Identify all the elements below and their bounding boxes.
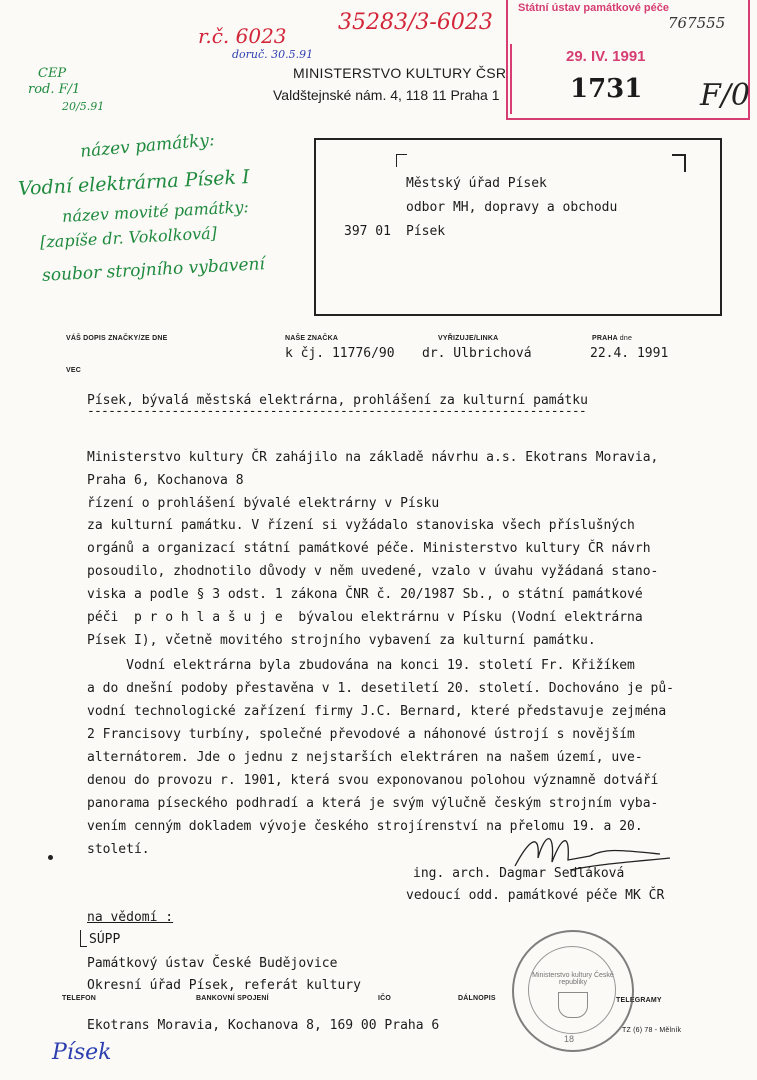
corner-mark-tr [672,154,686,172]
footer-print-code: TZ (6) 78 - Mělník [622,1027,682,1034]
cc-item: Památkový ústav České Budějovice [87,956,338,971]
handwritten-ref-top-center: 35283/3-6023 [338,10,493,35]
body-line: a do dnešní podoby přestavěna v 1. desetiletí 20. století. Dochováno je pů- [87,681,674,696]
cc-label: na vědomí : [87,910,174,925]
body-line: orgánů a organizací státní památkové péče. Ministerstvo kultury ČR návrh [87,541,651,556]
recipient-city: Písek [406,224,446,239]
signature-title: vedoucí odd. památkové péče MK ČR [406,888,665,903]
date-label [592,335,632,342]
handwritten-monument-name: Vodní elektrárna Písek I [17,165,251,201]
stamp-office: Státní ústav památkové péče [518,2,670,14]
body-line: viska a podle § 3 odst. 1 zákona ČNR č. 20/1987 Sb., o státní památkové [87,587,643,602]
stamp-registration-number: 1731 [570,74,643,104]
body-line: denou do provozu r. 1901, která svou exponovanou polohou významně dotváří [87,773,659,788]
footer-bank-label: BANKOVNÍ SPOJENÍ [196,995,269,1002]
stamp-date: 29. IV. 1991 [566,48,646,65]
body-line: za kulturní památku. V řízení si vyžádalo stanoviska všech příslušných [87,518,635,533]
body-line: panorama píseckého podhradí a která je svým výlučně českým strojním vyba- [87,796,659,811]
body-line: 2 Francisovy turbíny, společné převodové a náhonové ústrojí s novějším [87,727,635,742]
body-line: Vodní elektrárna byla zbudována na konci 19. století Fr. Křižíkem [87,658,635,673]
seal-number: 18 [564,1034,575,1044]
footer-ico-label: IČO [378,995,392,1002]
body-line: století. [87,842,150,857]
cc-item: Okresní úřad Písek, referát kultury [87,978,361,993]
footer-phone-label: TELEFON [62,995,97,1002]
footer-telex-label: DÁLNOPIS [458,995,496,1002]
official-seal [512,930,634,1052]
body-line: posoudilo, zhodnotilo důvody v něm uvedené, vzalo v úvahu vyžádaná stano- [87,564,659,579]
date-value: 22.4. 1991 [590,346,669,361]
ministry-name: MINISTERSTVO KULTURY ČSR [293,65,507,81]
handwritten-cep-2: rod. F/1 [28,82,81,97]
margin-dot [48,855,53,860]
footer-telegram-label: TELEGRAMY [616,997,662,1004]
body-line: Ministerstvo kultury ČR zahájilo na základě návrhu a.s. Ekotrans Moravia, [87,450,659,465]
recipient-line2: odbor MH, dopravy a obchodu [406,200,618,215]
date-label-city: PRAHA [592,335,618,342]
seal-emblem [558,992,588,1018]
body-line: Písek I), včetně movitého strojního vybavení za kulturní památku. [87,633,596,648]
seal-inner-ring [528,946,616,1034]
handwritten-cep-1: CEP [38,66,67,81]
handler-value: dr. Ulbrichová [422,346,532,361]
handwritten-equipment-note: soubor strojního vybavení [41,254,266,286]
subject-underline: ----------------------------------------------------------------------- [87,404,586,419]
corner-mark-tl [396,154,407,167]
recipient-line1: Městský úřad Písek [406,176,547,191]
signature-name: ing. arch. Dagmar Sedláková [413,866,625,881]
body-line: vodní technologické zařízení firmy J.C. Bernard, které představuje zejména [87,704,667,719]
handwritten-register-note: [zapíše dr. Vokolková] [39,223,218,252]
seal-text: Ministerstvo kultury České republiky [532,972,614,986]
our-ref-label: NAŠE ZNAČKA [285,335,339,342]
handwritten-corner-mark: F/0 [700,78,751,113]
recipient-address-box [314,138,722,316]
handwritten-movable-label: název movité památky: [61,197,250,226]
handwritten-cep-3: 20/5.91 [62,100,105,113]
body-line: alternátorem. Jde o jednu z nejstarších elektráren na našem území, uve- [87,750,643,765]
handwritten-delivered-note: doruč. 30.5.91 [232,48,314,61]
date-label-day: dne [619,335,633,342]
handwritten-bottom-note: Písek [52,1040,112,1065]
stamp-number-top: 767555 [668,14,726,32]
body-line: péči p r o h l a š u j e bývalou elektrárnu v Písku (Vodní elektrárna [87,610,643,625]
handwritten-name-label: název památky: [79,130,216,162]
subject-label: VEC [66,367,81,374]
your-letter-label: VÁŠ DOPIS ZNAČKY/ZE DNE [66,335,168,342]
cc-bracket [80,930,87,947]
our-ref-value: k čj. 11776/90 [285,346,395,361]
handwritten-ref-top-left: r.č. 6023 [198,24,287,48]
body-line: Praha 6, Kochanova 8 [87,473,244,488]
cc-item: SÚPP [89,932,121,947]
body-line: vením cenným dokladem vývoje českého strojírenství na přelomu 19. a 20. [87,819,643,834]
cc-item: Ekotrans Moravia, Kochanova 8, 169 00 Praha 6 [87,1018,440,1033]
body-line: řízení o prohlášení bývalé elektrárny v Písku [87,496,440,511]
subject-line: Písek, bývalá městská elektrárna, prohlášení za kulturní památku [87,393,588,408]
handler-label: VYŘIZUJE/LINKA [438,335,499,342]
recipient-postcode: 397 01 [344,224,391,239]
ministry-address: Valdštejnské nám. 4, 118 11 Praha 1 [273,87,500,103]
